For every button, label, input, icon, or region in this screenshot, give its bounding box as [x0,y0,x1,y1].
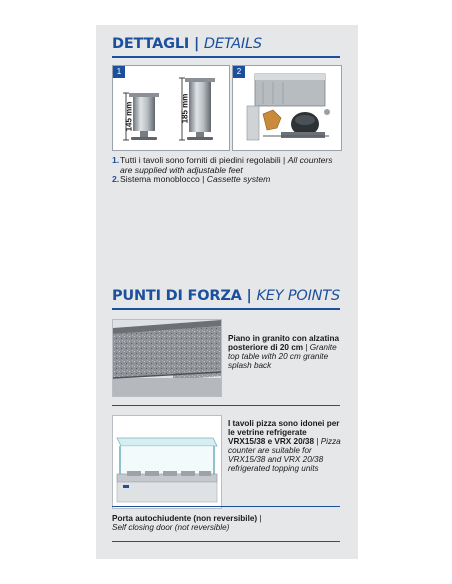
list-item-number: 2. [112,174,120,185]
figure-adjustable-feet [112,65,230,151]
details-title-separator: | [189,36,204,52]
key-point-pizza-en: Pizza counter are suitable for VRX15/38 and VRX 20/38 refrigerated topping units [228,437,341,473]
dimension-label-185: 185 mm [180,93,190,124]
note-separator: | [257,514,262,523]
list-item [112,175,344,185]
spec-panel [96,25,358,559]
list-item [112,156,344,175]
list-item-text-it: Sistema monoblocco [120,174,200,185]
key-point-granite [228,334,346,370]
key-point-granite-en: Granite top table with 20 cm granite splash back [228,343,337,370]
key-points-title-it: PUNTI DI FORZA [112,288,242,304]
key-points-heading [112,288,340,304]
figure-badge-2: 2 [233,66,245,78]
cassette-unit-illustration [233,66,341,150]
note-text-it: Porta autochiudente (non reversibile) [112,514,258,523]
details-heading-rule [112,56,340,58]
list-item-text [120,156,344,175]
figure-badge-1: 1 [113,66,125,78]
pizza-display-photo [112,415,222,509]
key-point-divider [112,405,340,406]
key-point-pizza-display [228,419,346,473]
note-divider [112,541,340,542]
key-points-title-separator: | [241,288,257,304]
list-item-number: 1. [112,155,120,165]
details-list [112,156,344,185]
key-point-divider [112,506,340,507]
details-heading [112,36,262,52]
list-item-text-en: All counters are supplied with adjustable feet [120,155,333,175]
key-points-title-en: KEY POINTS [256,288,340,304]
dimension-label-145: 145 mm [124,101,134,132]
key-point-pizza-it: I tavoli pizza sono idonei per le vetrine refrigerate VRX15/38 e VRX 20/38 [228,419,340,446]
list-item-text-en: Cassette system [206,174,271,185]
key-point-granite-it: Piano in granito con alzatina posteriore di 20 cm [228,334,339,352]
key-point-separator: | [314,437,321,446]
list-item-separator: | [199,174,207,185]
note-text-en: Self closing door (not reversible) [112,523,230,532]
self-closing-door-note [112,514,344,532]
list-item-separator: | [280,155,288,165]
list-item-text-it: Tutti i tavoli sono forniti di piedini regolabili [120,155,281,165]
granite-top-photo [112,319,222,397]
key-point-separator: | [303,343,310,352]
list-item-text [120,175,270,185]
details-title-it: DETTAGLI [112,36,190,52]
key-points-heading-rule [112,308,340,310]
figure-cassette-system [232,65,342,151]
details-title-en: DETAILS [203,36,262,52]
